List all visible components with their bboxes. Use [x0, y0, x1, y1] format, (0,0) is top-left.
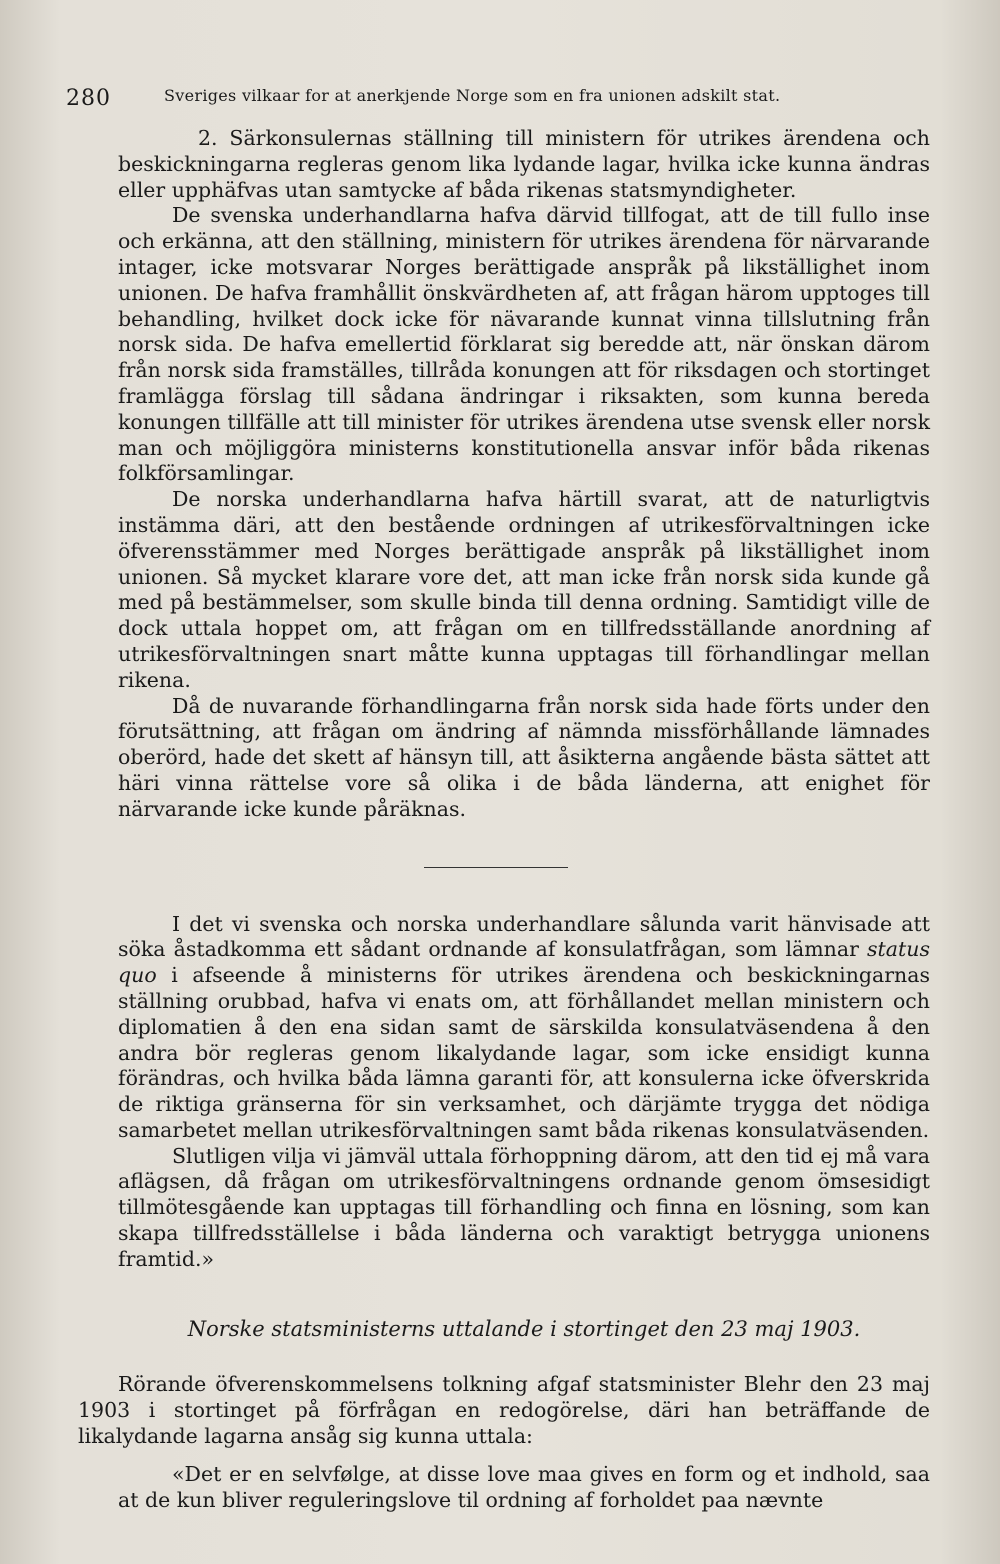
paragraph: Rörande öfverenskommelsens tolkning afgaf statsminister Blehr den 23 maj 1903 i stortinget på förfrågan en redogörelse, däri han beträffande de likalydande lagarna ansåg sig kunna uttala: [78, 1372, 930, 1449]
quoted-paragraph: «Det er en selvfølge, at disse love maa gives en form og et indhold, saa at de kun bliver reguleringslove til ordning af forholdet paa nævnte [118, 1461, 930, 1512]
running-head: Sveriges vilkaar for at anerkjende Norge som en fra unionen adskilt stat. [164, 86, 781, 105]
paragraph: Då de nuvarande förhandlingarna från norsk sida hade förts under den förutsättning, att frågan om ändring af nämnda missförhållande lämnades oberörd, hade det skett af hänsyn till, att åsikterna angående bästa sättet att häri vinna rättelse vore så olika i de båda länderna, att enighet för närvarande icke kunde påräknas. [118, 693, 930, 821]
page-header [66, 80, 856, 114]
paragraph: 2. Särkonsulernas ställning till ministern för utrikes ärendena och beskickningarna regleras genom lika lydande lagar, hvilka icke kunna ändras eller upphäfvas utan samtycke af båda rikenas statsmyndigheter. [118, 126, 930, 202]
section-divider [424, 867, 568, 868]
text-run: I det vi svenska och norska underhandlare sålunda varit hänvisade att söka åstadkomma ett sådant ordnande af konsulatfrågan, som lämnar [118, 911, 930, 962]
paragraph: De svenska underhandlarna hafva därvid tillfogat, att de till fullo inse och erkänna, att den ställning, ministern för utrikes ärendena för närvarande intager, icke motsvarar Norges berättigade anspråk på likställighet inom unionen. De hafva framhållit önskvärdheten af, att frågan härom upptoges till behandling, hvilket dock icke för nävarande kunnat vinna tillslutning från norsk sida. De hafva emellertid förklarat sig beredde att, när önskan därom från norsk sida framställes, tillråda konungen att för riksdagen och stortinget framlägga förslag till sådana ändringar i riksakten, som kunna bereda konungen tillfälle att till minister för utrikes ärendena utse svensk eller norsk man och möjliggöra ministerns konstitutionella ansvar inför båda rikenas folkförsamlingar. [118, 203, 930, 486]
paragraph [118, 912, 930, 1144]
page-number: 280 [66, 86, 111, 111]
text-run: i afseende å ministerns för utrikes ärendena och beskickningarnas ställning orubbad, hafva vi enats om, att förhållandet mellan ministern och diplomatien å den ena sidan samt de särskilda konsulatväsendena å den andra bör regleras genom likalydande lagar, som icke ensidigt kunna förändras, och hvilka båda lämna garanti för, att konsulerna icke öfverskrida de riktiga gränserna för sin verksamhet, och därjämte trygga det nödiga samarbetet mellan utrikesförvaltningen samt båda rikenas konsulatväsenden. [118, 963, 930, 1142]
section-heading: Norske statsministerns uttalande i stortinget den 23 maj 1903. [187, 1316, 861, 1341]
page-body [78, 126, 930, 1513]
italic-text: status quo [118, 937, 930, 988]
paragraph: Slutligen vilja vi jämväl uttala förhoppning därom, att den tid ej må vara aflägsen, då frågan om utrikesförvaltningens ordnande genom ömsesidigt tillmötesgående kan upptagas till förhandling och finna en lösning, som kan skapa tillfredsställelse i båda länderna och varaktigt betrygga unionens framtid.» [118, 1143, 930, 1271]
paragraph: De norska underhandlarna hafva härtill svarat, att de naturligtvis instämma däri, att den bestående ordningen af utrikesförvaltningen icke öfverensstämmer med Norges berättigade anspråk på likställighet inom unionen. Så mycket klarare vore det, att man icke från norsk sida kunde gå med på bestämmelser, som skulle binda till denna ordning. Samtidigt ville de dock uttala hoppet om, att frågan om en tillfredsställande anordning af utrikesförvaltningen snart måtte kunna upptagas till förhandlingar mellan rikena. [118, 487, 930, 692]
